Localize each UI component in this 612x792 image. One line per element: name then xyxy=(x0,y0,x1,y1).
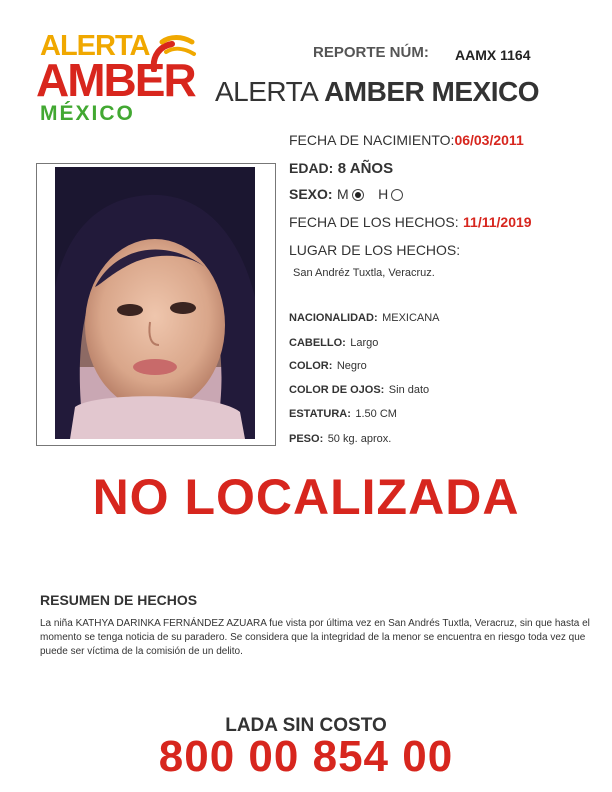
sex-label: SEXO: xyxy=(289,186,333,202)
color-value: Negro xyxy=(336,360,367,372)
toll-free-phone[interactable]: 800 00 854 00 xyxy=(158,732,454,781)
title-prefix: ALERTA xyxy=(215,76,325,107)
toll-free-label: LADA SIN COSTO xyxy=(225,715,387,736)
logo-mexico-text: MÉXICO xyxy=(40,102,135,125)
sex-h-label: H xyxy=(378,186,389,202)
eye-color-row xyxy=(289,380,429,398)
color-row xyxy=(289,356,367,374)
place-label: LUGAR DE LOS HECHOS: xyxy=(289,242,461,258)
weight-value: 50 kg. aprox. xyxy=(327,433,392,445)
height-value: 1.50 CM xyxy=(355,408,397,420)
logo-rays-icon xyxy=(148,32,198,72)
missing-child-photo xyxy=(55,167,255,439)
weight-label: PESO: xyxy=(289,433,324,445)
event-date-row xyxy=(289,214,532,232)
report-number-value: AAMX 1164 xyxy=(455,47,531,63)
color-label: COLOR: xyxy=(289,360,333,372)
nationality-row xyxy=(289,308,440,326)
eye-color-value: Sin dato xyxy=(388,384,430,396)
place-label-row xyxy=(289,242,460,260)
hair-label: CABELLO: xyxy=(289,337,346,349)
place-value: San Andréz Tuxtla, Veracruz. xyxy=(293,267,435,279)
hair-value: Largo xyxy=(350,337,379,349)
birth-date-value: 06/03/2011 xyxy=(454,132,524,148)
title-bold: AMBER MEXICO xyxy=(324,76,539,107)
age-value: 8 AÑOS xyxy=(337,160,394,177)
birth-date-row xyxy=(289,132,524,150)
height-label: ESTATURA: xyxy=(289,408,351,420)
summary-heading: RESUMEN DE HECHOS xyxy=(40,592,198,608)
event-date-value: 11/11/2019 xyxy=(463,214,532,230)
weight-row xyxy=(289,429,391,447)
page-title xyxy=(215,76,539,108)
sex-row xyxy=(289,186,403,204)
hair-row xyxy=(289,333,378,351)
place-value-row xyxy=(293,263,435,281)
summary-body: La niña KATHYA DARINKA FERNÁNDEZ AZUARA fue vista por última vez en San Andrés Tuxtla, Veracruz, sin que hasta el momento se tenga noticia de su paradero. Se considera que la integridad de la menor se encuentra en riesgo toda vez que puede ser víctima de la comisión de un delito. xyxy=(40,618,590,657)
nationality-value: MEXICANA xyxy=(382,312,440,324)
logo-alerta-text: ALERTA xyxy=(40,30,150,62)
sex-m-radio xyxy=(352,189,364,201)
logo-amber-text: AMBER xyxy=(36,54,195,106)
alerta-amber-logo xyxy=(36,30,196,126)
height-row xyxy=(289,404,397,422)
age-label: EDAD: xyxy=(289,160,334,176)
birth-date-label: FECHA DE NACIMIENTO: xyxy=(289,132,455,148)
report-number-label: REPORTE NÚM: xyxy=(313,44,429,61)
eye-color-label: COLOR DE OJOS: xyxy=(289,384,385,396)
sex-h-radio xyxy=(391,189,403,201)
sex-m-label: M xyxy=(337,186,349,202)
age-row xyxy=(289,160,393,178)
nationality-label: NACIONALIDAD: xyxy=(289,312,378,324)
status-banner: NO LOCALIZADA xyxy=(92,469,520,525)
photo-frame xyxy=(36,163,276,446)
event-date-label: FECHA DE LOS HECHOS: xyxy=(289,214,459,230)
